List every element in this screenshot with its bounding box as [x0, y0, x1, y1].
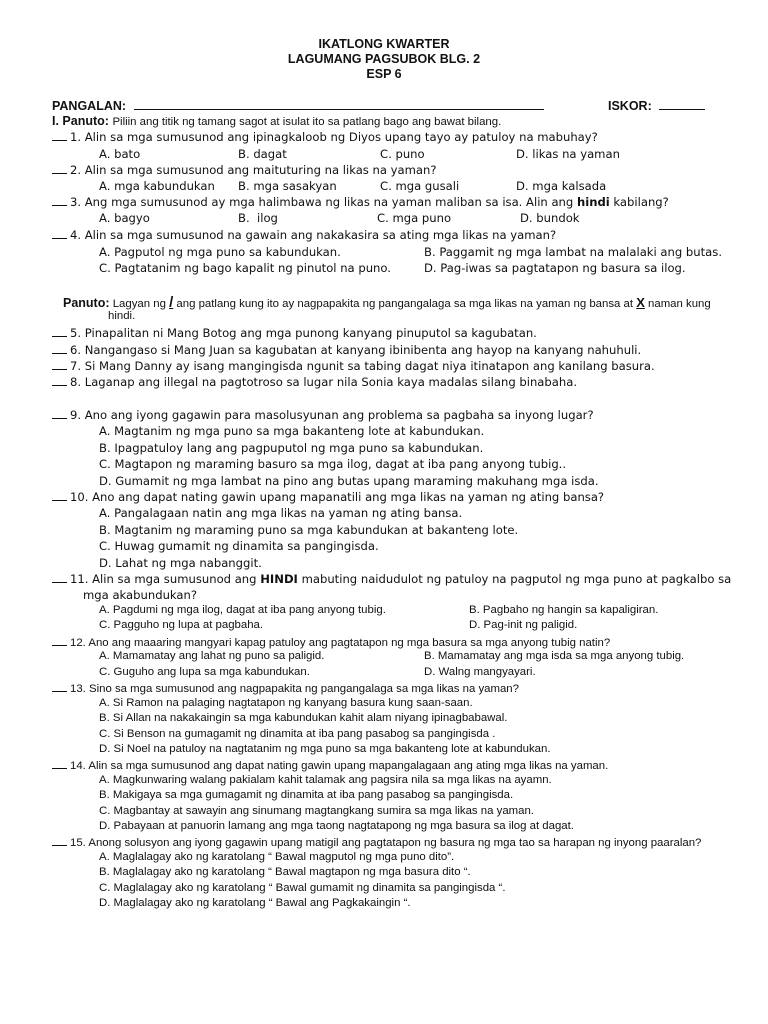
answer-blank-4[interactable]: [52, 228, 67, 239]
q3-option-a: A. bagyo: [99, 211, 150, 225]
score-field[interactable]: [659, 99, 705, 110]
question-6-text: 6. Nangangaso si Mang Juan sa kagubatan at kanyang ibinibenta ang hayop na kanyang nahuhuli.: [70, 343, 642, 357]
question-5-text: 5. Pinapalitan ni Mang Botog ang mga punong kanyang pinuputol sa kagubatan.: [70, 326, 537, 340]
question-6: [52, 343, 641, 357]
question-15-text: 15. Anong solusyon ang iyong gagawin upang matigil ang pagtatapon ng basura ng mga tao sa harapan ng inyong paaralan?: [70, 837, 702, 849]
answer-blank-13[interactable]: [52, 681, 67, 692]
question-3-text-end: kabilang?: [609, 195, 669, 209]
answer-blank-12[interactable]: [52, 635, 67, 646]
q13-option-b: B. Si Allan na nakakaingin sa mga kabundukan kahit alam niyang ipinagbabawal.: [99, 712, 508, 724]
answer-blank-6[interactable]: [52, 343, 67, 354]
part2-instruction-wrap: hindi.: [108, 310, 136, 322]
q4-option-d: D. Pag-iwas sa pagtatapon ng basura sa ilog.: [424, 261, 686, 275]
q10-option-b: B. Magtanim ng maraming puno sa mga kabundukan at bakanteng lote.: [99, 523, 519, 537]
question-12-text: 12. Ano ang maaaring mangyari kapag patuloy ang pagtatapon ng mga basura sa mga anyong tubig natin?: [70, 637, 611, 649]
q15-option-c: C. Maglalagay ako ng karatolang “ Bawal gumamit ng dinamita sa pangingisda “.: [99, 882, 506, 894]
question-3-text: 3. Ang mga sumusunod ay mga halimbawa ng likas na yaman maliban sa isa. Alin ang: [70, 195, 577, 209]
q9-option-a: A. Magtanim ng mga puno sa mga bakanteng lote at kabundukan.: [99, 424, 485, 438]
quarter-title: IKATLONG KWARTER: [318, 37, 450, 51]
q4-option-a: A. Pagputol ng mga puno sa kabundukan.: [99, 245, 341, 259]
x-mark-symbol: X: [636, 295, 645, 310]
q14-option-c: C. Magbantay at sawayin ang sinumang magtangkang sumira sa mga likas na yaman.: [99, 805, 534, 817]
q3-option-c: C. mga puno: [377, 211, 452, 225]
q11-option-a: A. Pagdumi ng mga ilog, dagat at iba pang anyong tubig.: [99, 604, 386, 616]
q2-option-b: B. mga sasakyan: [238, 179, 337, 193]
question-10: [52, 490, 604, 504]
question-2: [52, 163, 437, 177]
name-label: PANGALAN:: [52, 99, 127, 113]
answer-blank-10[interactable]: [52, 490, 67, 501]
q13-option-c: C. Si Benson na gumagamit ng dinamita at iba pang pasabog sa pangingisda .: [99, 728, 496, 740]
q15-option-d: D. Maglalagay ako ng karatolang “ Bawal ang Pagkakaingin “.: [99, 897, 411, 909]
q10-option-c: C. Huwag gumamit ng dinamita sa pangingisda.: [99, 539, 379, 553]
question-3-emphasis: hindi: [576, 195, 610, 209]
question-4: [52, 228, 556, 242]
answer-blank-7[interactable]: [52, 359, 67, 370]
q15-option-b: B. Maglalagay ako ng karatolang “ Bawal magtapon ng mga basura dito “.: [99, 866, 471, 878]
question-9: [52, 408, 594, 422]
q11-option-c: C. Pagguho ng lupa at pagbaha.: [99, 619, 264, 631]
question-1: [52, 130, 598, 144]
question-4-text: 4. Alin sa mga sumusunod na gawain ang nakakasira sa ating mga likas na yaman?: [70, 228, 557, 242]
answer-blank-5[interactable]: [52, 326, 67, 337]
q11-option-b: B. Pagbaho ng hangin sa kapaligiran.: [469, 604, 659, 616]
question-9-text: 9. Ano ang iyong gagawin para masolusyunan ang problema sa pagbaha sa inyong lugar?: [70, 408, 594, 422]
answer-blank-15[interactable]: [52, 835, 67, 846]
q12-option-a: A. Mamamatay ang lahat ng puno sa paligid.: [99, 650, 325, 662]
quiz-title: LAGUMANG PAGSUBOK BLG. 2: [287, 52, 481, 66]
question-15: [52, 835, 701, 849]
name-row: [52, 99, 547, 113]
question-13: [52, 681, 519, 695]
q4-option-c: C. Pagtatanim ng bago kapalit ng pinutol na puno.: [99, 261, 391, 275]
question-12: [52, 635, 610, 649]
q2-option-a: A. mga kabundukan: [99, 179, 215, 193]
q10-option-d: D. Lahat ng mga nabanggit.: [99, 556, 262, 570]
answer-blank-14[interactable]: [52, 758, 67, 769]
q15-option-a: A. Maglalagay ako ng karatolang “ Bawal magputol ng mga puno dito”.: [99, 851, 455, 863]
answer-blank-1[interactable]: [52, 130, 67, 141]
part1-label: I. Panuto:: [52, 114, 109, 128]
q1-option-b: B. dagat: [238, 147, 287, 161]
answer-blank-11[interactable]: [52, 572, 67, 583]
answer-blank-8[interactable]: [52, 375, 67, 386]
q13-option-d: D. Si Noel na patuloy na nagtatanim ng mga puno sa mga bakanteng lote at kabundukan.: [99, 743, 551, 755]
score-row: [608, 99, 708, 113]
question-14-text: 14. Alin sa mga sumusunod ang dapat nating gawin upang mapangalagaan ang ating mga likas na yaman.: [70, 760, 609, 772]
part2-label: Panuto:: [63, 296, 110, 310]
q2-option-c: C. mga gusali: [380, 179, 460, 193]
question-3: [52, 195, 669, 209]
name-field[interactable]: [134, 99, 544, 110]
q1-option-c: C. puno: [380, 147, 425, 161]
q3-option-d: D. bundok: [520, 211, 580, 225]
question-2-text: 2. Alin sa mga sumusunod ang maituturing na likas na yaman?: [70, 163, 437, 177]
question-10-text: 10. Ano ang dapat nating gawin upang mapanatili ang mga likas na yaman ng ating bansa?: [70, 490, 605, 504]
question-11-wrap: mga akabundukan?: [83, 588, 198, 602]
q14-option-d: D. Pabayaan at panuorin lamang ang mga taong nagtatapong ng mga basura sa ilog at dagat.: [99, 820, 574, 832]
question-8-text: 8. Laganap ang illegal na pagtotroso sa lugar nila Sonia kaya madalas silang binabaha.: [70, 375, 578, 389]
question-11-text: 11. Alin sa mga sumusunod ang: [70, 572, 261, 586]
q1-option-a: A. bato: [99, 147, 141, 161]
subject-title: ESP 6: [366, 67, 402, 81]
q10-option-a: A. Pangalagaan natin ang mga likas na yaman ng ating bansa.: [99, 506, 463, 520]
q11-option-d: D. Pag-init ng paligid.: [469, 619, 578, 631]
question-14: [52, 758, 608, 772]
answer-blank-9[interactable]: [52, 408, 67, 419]
part1-instruction-text: Piliin ang titik ng tamang sagot at isulat ito sa patlang bago ang bawat bilang.: [112, 116, 502, 128]
q9-option-c: C. Magtapon ng maraming basuro sa mga ilog, dagat at iba pang anyong tubig..: [99, 457, 567, 471]
part2-instruction-text-mid: ang patlang kung ito ay nagpapakita ng pangangalaga sa mga likas na yaman ng bansa at: [173, 298, 637, 310]
answer-blank-2[interactable]: [52, 163, 67, 174]
question-8: [52, 375, 577, 389]
q9-option-d: D. Gumamit ng mga lambat na pino ang butas upang maraming makuhang mga isda.: [99, 474, 599, 488]
part2-instruction-text-end: naman kung: [644, 298, 711, 310]
part2-instruction-text: Lagyan ng: [109, 298, 170, 310]
q2-option-d: D. mga kalsada: [516, 179, 607, 193]
q14-option-a: A. Magkunwaring walang pakialam kahit talamak ang pagsira nila sa mga likas na ayamn.: [99, 774, 552, 786]
q12-option-b: B. Mamamatay ang mga isda sa mga anyong tubig.: [424, 650, 685, 662]
q9-option-b: B. Ipagpatuloy lang ang pagpuputol ng mga puno sa kabundukan.: [99, 441, 484, 455]
question-11-emphasis: HINDI: [260, 572, 298, 586]
question-7-text: 7. Si Mang Danny ay isang mangingisda ngunit sa tabing dagat niya itinatapon ang kanilang basura.: [70, 359, 655, 373]
question-5: [52, 326, 537, 340]
q3-option-b: B. ilog: [238, 211, 278, 225]
q1-option-d: D. likas na yaman: [516, 147, 620, 161]
question-11-text-end: mabuting naidudulot ng patuloy na pagputol ng mga puno at pagkalbo sa: [297, 572, 732, 586]
check-mark-symbol: /: [169, 294, 174, 311]
question-11: [52, 572, 731, 586]
score-label: ISKOR:: [608, 99, 652, 113]
q4-option-b: B. Paggamit ng mga lambat na malalaki ang butas.: [424, 245, 723, 259]
answer-blank-3[interactable]: [52, 195, 67, 206]
part1-instruction: [52, 114, 501, 128]
q12-option-c: C. Guguho ang lupa sa mga kabundukan.: [99, 666, 310, 678]
question-13-text: 13. Sino sa mga sumusunod ang nagpapakita ng pangangalaga sa mga likas na yaman?: [70, 683, 519, 695]
q13-option-a: A. Si Ramon na palaging nagtatapon ng kanyang basura kung saan-saan.: [99, 697, 473, 709]
q14-option-b: B. Makigaya sa mga gumagamit ng dinamita at iba pang pasabog sa pangingisda.: [99, 789, 514, 801]
part2-instruction: [63, 294, 711, 311]
question-1-text: 1. Alin sa mga sumusunod ang ipinagkaloob ng Diyos upang tayo ay patuloy na mabuhay?: [70, 130, 598, 144]
question-7: [52, 359, 655, 373]
q12-option-d: D. Walng mangyayari.: [424, 666, 536, 678]
